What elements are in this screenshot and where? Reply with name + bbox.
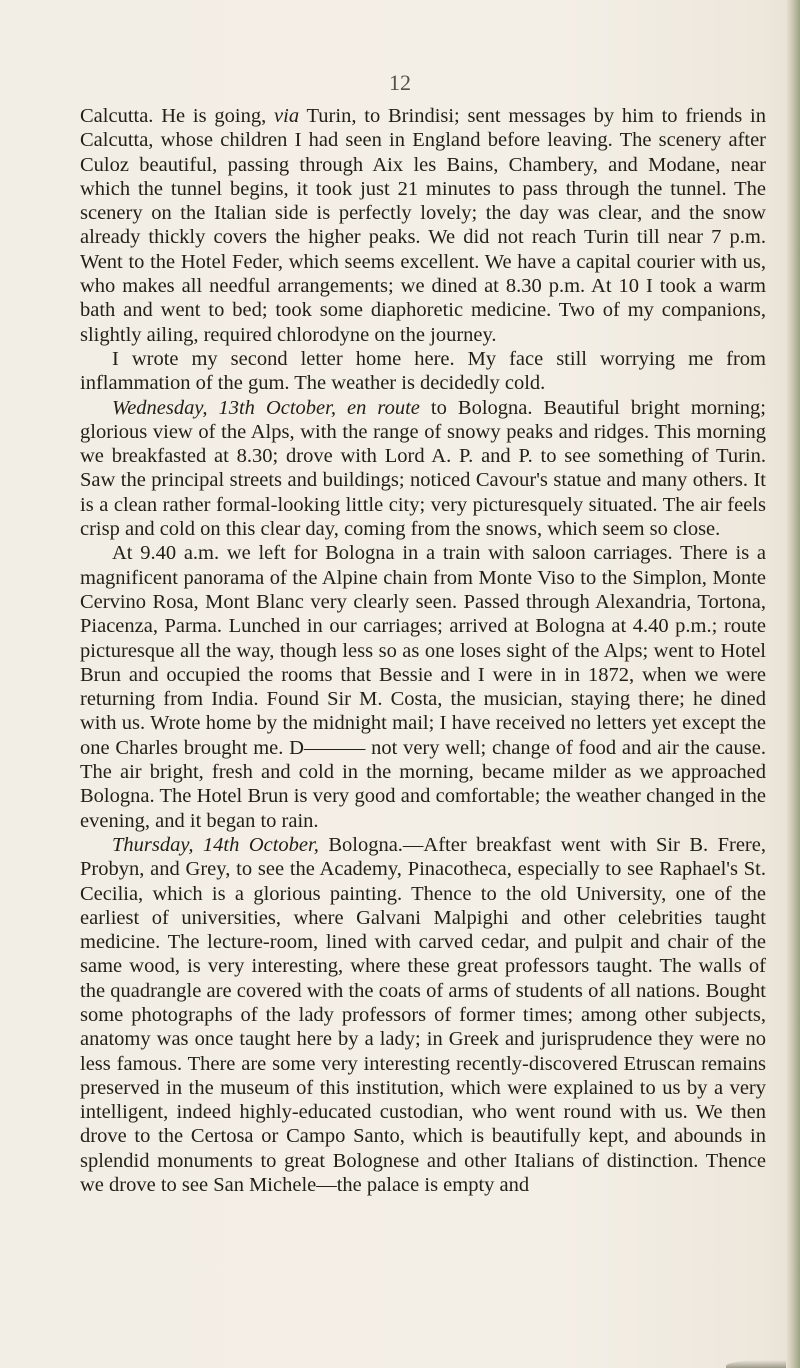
paragraph: [80, 347, 766, 396]
italic-text: Thursday, 14th October,: [112, 833, 319, 856]
text-run: I wrote my second letter home here. My face still worrying me from inflammation of the gum. The weather is decidedly cold.: [80, 347, 766, 395]
paragraph: [80, 396, 766, 542]
page-curl: [726, 1360, 786, 1368]
text-run: Turin, to Brindisi; sent messages by him to friends in Calcutta, whose children I had seen in England before leaving. The scenery after Culoz beautiful, passing through Aix les Bains, Chambery, and Modane, near which the tunnel begins, it took just 21 minutes to pass through the tunnel. The scenery on the Italian side is perfectly lovely; the day was clear, and the snow already thickly covers the higher peaks. We did not reach Turin till near 7 p.m. Went to the Hotel Feder, which seems excellent. We have a capital courier with us, who makes all needful arrangements; we dined at 8.30 p.m. At 10 I took a warm bath and went to bed; took some diaphoretic medicine. Two of my companions, slightly ailing, required chlorodyne on the journey.: [80, 105, 766, 346]
italic-text: Wednesday, 13th October, en route: [112, 396, 420, 419]
paragraph: [80, 833, 766, 1197]
paragraph: [80, 541, 766, 833]
text-run: At 9.40 a.m. we left for Bologna in a train with saloon carriages. There is a magnificent panorama of the Alpine chain from Monte Viso to the Simplon, Monte Cervino Rosa, Mont Blanc very clearly seen. Passed through Alexandria, Tortona, Piacenza, Parma. Lunched in our carriages; arrived at Bologna at 4.40 p.m.; route picturesque all the way, though less so as one loses sight of the Alps; went to Hotel Brun and occupied the rooms that Bessie and I were in in 1872, when we were returning from India. Found Sir M. Costa, the musician, staying there; he dined with us. Wrote home by the midnight mail; I have received no letters yet except the one Charles brought me. D——— not very well; change of food and air the cause. The air bright, fresh and cold in the morning, became milder as we approached Bologna. The Hotel Brun is very good and comfortable; the weather changed in the evening, and it began to rain.: [80, 542, 766, 832]
page-edge-shadow: [786, 0, 800, 1368]
italic-text: via: [274, 105, 300, 127]
text-run: Bologna.—After breakfast went with Sir B. Frere, Probyn, and Grey, to see the Academy, Pinacotheca, especially to see Raphael's St. Cecilia, which is a glorious painting. Thence to the old University, one of the earliest of universities, where Galvani Malpighi and other celebrities taught medicine. The lecture-room, lined with carved cedar, and pulpit and chair of the same wood, is very interesting, where these great professors taught. The walls of the quadrangle are covered with the coats of arms of students of all nations. Bought some photographs of the lady professors of former times; among other subjects, anatomy was once taught here by a lady; in Greek and jurisprudence they were no less famous. There are some very interesting recently-discovered Etruscan remains preserved in the museum of this institution, which were explained to us by a very intelligent, indeed highly-educated custodian, who went round with us. We then drove to the Certosa or Campo Santo, which is beautifully kept, and abounds in splendid monuments to great Bolognese and other Italians of distinction. Thence we drove to see San Michele—the palace is empty and: [80, 833, 766, 1197]
paragraph: [80, 104, 766, 347]
text-run: Calcutta. He is going,: [80, 105, 275, 127]
body-text: [80, 104, 766, 1197]
page-number: 12: [389, 70, 411, 95]
text-run: to Bologna. Beautiful bright morning; glorious view of the Alps, with the range of snowy peaks and ridges. This morning we breakfasted at 8.30; drove with Lord A. P. and P. to see something of Turin. Saw the principal streets and buildings; noticed Cavour's statue and many others. It is a clean rather formal-looking little city; very picturesquely situated. The air feels crisp and cold on this clear day, coming from the snows, which seem so close.: [80, 396, 766, 541]
